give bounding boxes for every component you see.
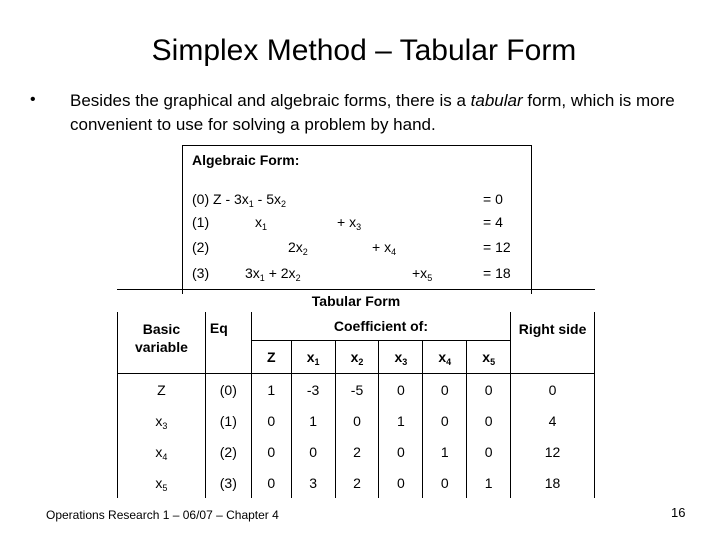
equation-2-label: (2) (192, 239, 210, 255)
coef-cell: 2 (335, 467, 379, 498)
coef-cell: -5 (335, 374, 379, 406)
slide-title: Simplex Method – Tabular Form (151, 34, 577, 67)
coef-cell: 0 (251, 436, 291, 467)
algebraic-form-box (182, 145, 532, 294)
coef-cell: 0 (379, 436, 423, 467)
coef-cell: 0 (379, 467, 423, 498)
table-row (118, 374, 595, 406)
coef-cell: -3 (291, 374, 335, 406)
page-number: 16 (671, 505, 686, 520)
coef-cell: 0 (423, 467, 467, 498)
coef-cell: 0 (423, 405, 467, 436)
basic-cell: $x_5$ (118, 467, 206, 498)
basic-cell: Z (118, 374, 206, 406)
coef-cell: 0 (467, 405, 511, 436)
table-row (118, 467, 595, 498)
eq-cell: (3) (205, 467, 251, 498)
coef-cell: 3 (291, 467, 335, 498)
rhs-cell: 0 (511, 374, 595, 406)
tabular-top-border (117, 289, 595, 290)
coef-cell: 1 (467, 467, 511, 498)
header-basic-variable: Basic variable (118, 312, 206, 374)
eq-cell: (1) (205, 405, 251, 436)
equation-3-term: $+x_5$ (412, 265, 433, 283)
rhs-cell: 12 (511, 436, 595, 467)
header-coefficient: Coefficient of: (251, 312, 510, 341)
coef-cell: 1 (423, 436, 467, 467)
header-col-x5: $x_5$ (467, 341, 511, 374)
tabular-form-title: Tabular Form (311, 293, 401, 309)
basic-cell: $x_3$ (118, 405, 206, 436)
tabular-form-table (117, 312, 595, 498)
equation-1-term: + $x_3$ (337, 214, 362, 232)
header-col-z: Z (251, 341, 291, 374)
eq-cell: (2) (205, 436, 251, 467)
equation-1 (192, 214, 522, 234)
algebraic-form-header: Algebraic Form: (192, 152, 300, 168)
table-row (118, 405, 595, 436)
footer-text: Operations Research 1 – 06/07 – Chapter 4 (46, 508, 279, 522)
equation-2 (192, 239, 522, 259)
rhs-cell: 18 (511, 467, 595, 498)
coef-cell: 2 (335, 436, 379, 467)
rhs-cell: 4 (511, 405, 595, 436)
coef-cell: 0 (467, 436, 511, 467)
coef-cell: 0 (291, 436, 335, 467)
coef-cell: 0 (467, 374, 511, 406)
equation-0 (192, 191, 522, 211)
coef-cell: 1 (251, 374, 291, 406)
equation-3 (192, 265, 522, 285)
equation-0-rhs: = 0 (483, 191, 503, 207)
header-col-x3: $x_3$ (379, 341, 423, 374)
equation-3-term: $3x_1 + 2x_2$ (245, 265, 301, 283)
equation-3-label: (3) (192, 265, 210, 281)
coef-cell: 0 (251, 467, 291, 498)
coef-cell: 1 (379, 405, 423, 436)
coef-cell: 1 (291, 405, 335, 436)
coef-cell: 0 (423, 374, 467, 406)
header-col-x2: $x_2$ (335, 341, 379, 374)
coef-cell: 0 (335, 405, 379, 436)
equation-1-rhs: = 4 (483, 214, 503, 230)
header-col-x4: $x_4$ (423, 341, 467, 374)
coef-cell: 0 (251, 405, 291, 436)
table-row (118, 436, 595, 467)
equation-2-term: $2x_2$ (288, 239, 308, 257)
header-eq: Eq (205, 312, 251, 374)
coef-cell: 0 (379, 374, 423, 406)
equation-2-rhs: = 12 (483, 239, 511, 255)
equation-0-lhs: (0) Z - $3x_1 - 5x_2$ (192, 191, 287, 209)
equation-2-term: + $x_4$ (372, 239, 397, 257)
header-col-x1: $x_1$ (291, 341, 335, 374)
bullet-icon: • (30, 91, 36, 108)
header-right-side: Right side (511, 312, 595, 374)
basic-cell: $x_4$ (118, 436, 206, 467)
bullet-text: Besides the graphical and algebraic forms, there is a tabular form, which is more convenient to use for solving a problem by hand. (70, 91, 675, 134)
equation-1-term: $x_1$ (255, 214, 268, 232)
equation-3-rhs: = 18 (483, 265, 511, 281)
eq-cell: (0) (205, 374, 251, 406)
equation-1-label: (1) (192, 214, 210, 230)
